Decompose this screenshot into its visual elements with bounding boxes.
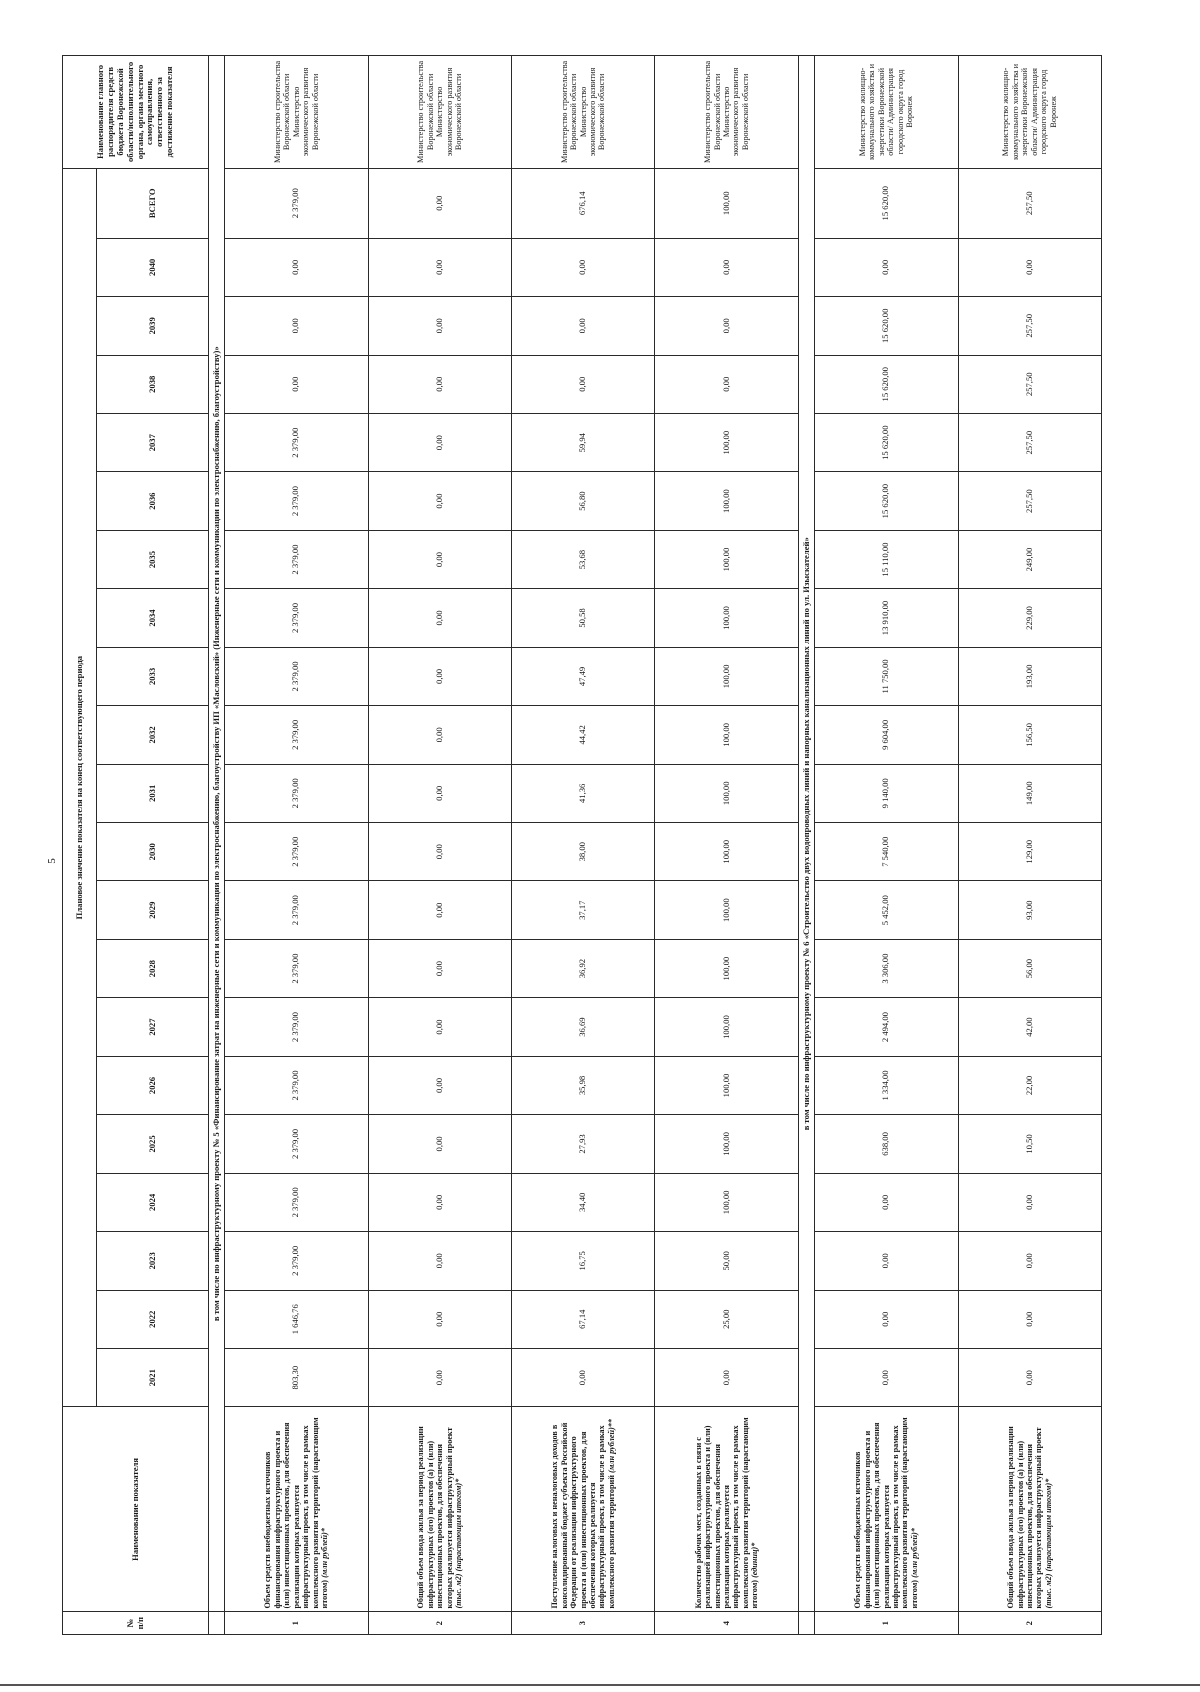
year-value-cell: 11 750,00 xyxy=(815,647,958,705)
year-value-cell: 22,00 xyxy=(958,1056,1102,1114)
year-value-cell: 0,00 xyxy=(958,1348,1102,1406)
indicator-name xyxy=(958,1407,1102,1612)
year-value-cell: 2 379,00 xyxy=(225,589,368,647)
number-column-header: № п/п xyxy=(63,1612,209,1635)
year-value-cell: 53,68 xyxy=(512,530,655,588)
indicator-name xyxy=(368,1407,511,1612)
year-value-cell: 42,00 xyxy=(958,998,1102,1056)
year-value-cell: 0,00 xyxy=(512,355,655,413)
year-column-header: 2028 xyxy=(97,939,209,997)
indicator-unit: (тыс. м2) (нарастающим итогом)* xyxy=(453,1478,463,1609)
year-value-cell: 50,00 xyxy=(655,1232,798,1290)
total-value-cell: 100,00 xyxy=(655,168,798,238)
year-column-header: 2036 xyxy=(97,472,209,530)
year-value-cell: 0,00 xyxy=(655,238,798,296)
year-value-cell: 36,92 xyxy=(512,939,655,997)
year-column-header: 2037 xyxy=(97,413,209,471)
year-value-cell: 0,00 xyxy=(225,238,368,296)
year-value-cell: 0,00 xyxy=(368,1173,511,1231)
year-value-cell: 0,00 xyxy=(512,238,655,296)
section-row xyxy=(798,56,814,1635)
year-value-cell: 0,00 xyxy=(368,355,511,413)
year-value-cell: 56,00 xyxy=(958,939,1102,997)
year-value-cell: 2 379,00 xyxy=(225,1115,368,1173)
row-number: 2 xyxy=(958,1612,1102,1635)
table-row xyxy=(512,56,655,1635)
year-value-cell: 100,00 xyxy=(655,764,798,822)
year-value-cell: 638,00 xyxy=(815,1115,958,1173)
year-column-header: 2022 xyxy=(97,1290,209,1348)
year-value-cell: 47,49 xyxy=(512,647,655,705)
year-column-header: 2031 xyxy=(97,764,209,822)
year-value-cell: 9 604,00 xyxy=(815,706,958,764)
indicator-name xyxy=(225,1407,368,1612)
year-value-cell: 100,00 xyxy=(655,1115,798,1173)
year-value-cell: 0,00 xyxy=(368,1348,511,1406)
year-value-cell: 193,00 xyxy=(958,647,1102,705)
year-value-cell: 59,94 xyxy=(512,413,655,471)
year-value-cell: 1 646,76 xyxy=(225,1290,368,1348)
year-value-cell: 25,00 xyxy=(655,1290,798,1348)
year-value-cell: 100,00 xyxy=(655,1173,798,1231)
total-column-header: ВСЕГО xyxy=(97,168,209,238)
year-column-header: 2035 xyxy=(97,530,209,588)
year-value-cell: 0,00 xyxy=(655,297,798,355)
year-value-cell: 2 379,00 xyxy=(225,764,368,822)
year-value-cell: 2 379,00 xyxy=(225,823,368,881)
year-value-cell: 15 620,00 xyxy=(815,472,958,530)
year-value-cell: 13 910,00 xyxy=(815,589,958,647)
responsible-body: Министерство жилищно-коммунального хозяйства и энергетики Воронежской области/ Администрация городского округа город Воронеж xyxy=(815,56,958,169)
year-value-cell: 0,00 xyxy=(368,823,511,881)
year-value-cell: 2 379,00 xyxy=(225,1232,368,1290)
indicator-unit: (единиц)* xyxy=(750,1542,760,1578)
year-value-cell: 2 379,00 xyxy=(225,1173,368,1231)
table-row xyxy=(958,56,1102,1635)
year-value-cell: 2 379,00 xyxy=(225,1056,368,1114)
total-value-cell: 2 379,00 xyxy=(225,168,368,238)
year-value-cell: 0,00 xyxy=(368,647,511,705)
year-value-cell: 0,00 xyxy=(655,1348,798,1406)
year-value-cell: 0,00 xyxy=(368,1232,511,1290)
total-value-cell: 676,14 xyxy=(512,168,655,238)
year-value-cell: 0,00 xyxy=(368,530,511,588)
section-title: в том числе по инфраструктурному проекту № 5 «Финансирование затрат на инженерные сети и коммуникации по электроснабжению, благоустройству ИП «Масловский» (Инженерные сети и коммуникации по электроснабжению, благоустройству)» xyxy=(209,56,225,1612)
year-value-cell: 100,00 xyxy=(655,647,798,705)
year-value-cell: 100,00 xyxy=(655,413,798,471)
indicator-text: Поступление налоговых и неналоговых доходов в консолидированный бюджет субъекта Российской Федерации от реализации инфраструктурного проекта и (или) инвестиционных проектов, для обеспечения которых реализуется инфраструктурный проект, в том числе в рамках комплексного развития территорий xyxy=(550,1422,616,1609)
indicator-text: Общий объем ввода жилья за период реализации инфраструктурных (ого) проектов (а) и (или) инвестиционных проектов, для обеспечения которых реализуется инфраструктурный проект xyxy=(1006,1426,1044,1609)
year-value-cell: 0,00 xyxy=(368,1115,511,1173)
years-header-row xyxy=(97,56,209,1635)
row-number: 1 xyxy=(815,1612,958,1635)
year-value-cell: 0,00 xyxy=(368,472,511,530)
total-value-cell: 257,50 xyxy=(958,168,1102,238)
year-value-cell: 34,40 xyxy=(512,1173,655,1231)
year-column-header: 2026 xyxy=(97,1056,209,1114)
year-value-cell: 257,50 xyxy=(958,472,1102,530)
indicator-unit: (тыс. м2) (нарастающим итогом)* xyxy=(1043,1478,1053,1609)
year-value-cell: 15 620,00 xyxy=(815,297,958,355)
responsible-column-header: Наименование главного распорядителя средств бюджета Воронежской области/исполнительного органа, органа местного самоуправления, ответственного за достижение показателя xyxy=(63,56,209,169)
indicator-name xyxy=(512,1407,655,1612)
year-column-header: 2038 xyxy=(97,355,209,413)
responsible-body: Министерство строительства Воронежской области Министерство экономического развития Воронежской области xyxy=(225,56,368,169)
year-value-cell: 15 620,00 xyxy=(815,413,958,471)
indicator-unit: (млн рублей)* xyxy=(909,1528,919,1578)
year-column-header: 2039 xyxy=(97,297,209,355)
year-value-cell: 0,00 xyxy=(815,238,958,296)
year-value-cell: 0,00 xyxy=(815,1232,958,1290)
year-column-header: 2021 xyxy=(97,1348,209,1406)
year-value-cell: 7 540,00 xyxy=(815,823,958,881)
year-value-cell: 0,00 xyxy=(368,589,511,647)
section-row xyxy=(209,56,225,1635)
year-value-cell: 38,00 xyxy=(512,823,655,881)
table-row xyxy=(368,56,511,1635)
year-value-cell: 0,00 xyxy=(368,297,511,355)
year-value-cell: 0,00 xyxy=(368,238,511,296)
year-value-cell: 16,75 xyxy=(512,1232,655,1290)
rotated-table-sheet xyxy=(62,55,1102,1635)
responsible-body: Министерство жилищно-коммунального хозяйства и энергетики Воронежской области/ Администрация городского округа город Воронеж xyxy=(958,56,1102,169)
year-value-cell: 2 379,00 xyxy=(225,413,368,471)
section-title: в том числе по инфраструктурному проекту № 6 «Строительство двух водопроводных линий и напорных канализационных линий по ул. Изыскателей» xyxy=(798,56,814,1612)
year-value-cell: 0,00 xyxy=(368,939,511,997)
year-value-cell: 156,50 xyxy=(958,706,1102,764)
table-row xyxy=(655,56,798,1635)
year-value-cell: 100,00 xyxy=(655,939,798,997)
year-value-cell: 27,93 xyxy=(512,1115,655,1173)
responsible-body: Министерство строительства Воронежской области Министерство экономического развития Воронежской области xyxy=(368,56,511,169)
table-body xyxy=(209,56,1102,1635)
year-column-header: 2027 xyxy=(97,998,209,1056)
year-value-cell: 803,30 xyxy=(225,1348,368,1406)
section-spacer-cell xyxy=(798,1612,814,1635)
year-value-cell: 9 140,00 xyxy=(815,764,958,822)
year-value-cell: 3 306,00 xyxy=(815,939,958,997)
year-value-cell: 0,00 xyxy=(958,1173,1102,1231)
year-value-cell: 44,42 xyxy=(512,706,655,764)
year-value-cell: 257,50 xyxy=(958,297,1102,355)
indicators-table xyxy=(62,55,1102,1635)
indicator-name xyxy=(815,1407,958,1612)
year-value-cell: 2 494,00 xyxy=(815,998,958,1056)
year-value-cell: 2 379,00 xyxy=(225,472,368,530)
year-value-cell: 0,00 xyxy=(958,1232,1102,1290)
responsible-body: Министерство строительства Воронежской области Министерство экономического развития Воронежской области xyxy=(655,56,798,169)
page-number: 5 xyxy=(45,858,58,864)
total-value-cell: 0,00 xyxy=(368,168,511,238)
year-value-cell: 1 334,00 xyxy=(815,1056,958,1114)
section-spacer-cell xyxy=(209,1612,225,1635)
year-value-cell: 50,58 xyxy=(512,589,655,647)
year-value-cell: 0,00 xyxy=(368,881,511,939)
year-column-header: 2030 xyxy=(97,823,209,881)
row-number: 3 xyxy=(512,1612,655,1635)
indicator-unit: (млн рублей)** xyxy=(606,1419,616,1473)
planned-values-group-header: Плановое значение показателя на конец соответствующего периода xyxy=(63,168,97,1407)
year-value-cell: 100,00 xyxy=(655,881,798,939)
year-column-header: 2029 xyxy=(97,881,209,939)
year-value-cell: 0,00 xyxy=(958,238,1102,296)
year-value-cell: 35,98 xyxy=(512,1056,655,1114)
year-value-cell: 100,00 xyxy=(655,706,798,764)
year-value-cell: 10,50 xyxy=(958,1115,1102,1173)
year-value-cell: 257,50 xyxy=(958,355,1102,413)
year-value-cell: 0,00 xyxy=(368,1290,511,1348)
year-value-cell: 93,00 xyxy=(958,881,1102,939)
year-column-header: 2040 xyxy=(97,238,209,296)
year-value-cell: 100,00 xyxy=(655,530,798,588)
year-value-cell: 100,00 xyxy=(655,823,798,881)
year-value-cell: 0,00 xyxy=(368,413,511,471)
indicator-text: Объем средств внебюджетных источников финансирования инфраструктурного проекта и (или) инвестиционных проектов, для обеспечения реализации которых реализуется инфраструктурный проект, в том числе в рамках комплексного развития территорий (нарастающим итогом) xyxy=(263,1417,329,1609)
year-value-cell: 5 452,00 xyxy=(815,881,958,939)
year-value-cell: 257,50 xyxy=(958,413,1102,471)
year-value-cell: 129,00 xyxy=(958,823,1102,881)
year-value-cell: 2 379,00 xyxy=(225,706,368,764)
year-value-cell: 0,00 xyxy=(368,764,511,822)
year-column-header: 2023 xyxy=(97,1232,209,1290)
year-value-cell: 0,00 xyxy=(368,1056,511,1114)
year-column-header: 2032 xyxy=(97,706,209,764)
year-value-cell: 149,00 xyxy=(958,764,1102,822)
year-value-cell: 100,00 xyxy=(655,1056,798,1114)
table-row xyxy=(815,56,958,1635)
year-value-cell: 0,00 xyxy=(368,706,511,764)
year-column-header: 2025 xyxy=(97,1115,209,1173)
year-value-cell: 2 379,00 xyxy=(225,939,368,997)
year-column-header: 2034 xyxy=(97,589,209,647)
indicator-name xyxy=(655,1407,798,1612)
row-number: 1 xyxy=(225,1612,368,1635)
year-value-cell: 2 379,00 xyxy=(225,530,368,588)
year-value-cell: 0,00 xyxy=(958,1290,1102,1348)
indicator-text: Объем средств внебюджетных источников финансирования инфраструктурного проекта и (или) инвестиционных проектов, для обеспечения реализации которых реализуется инфраструктурный проект, в том числе в рамках комплексного развития территорий (нарастающим итогом) xyxy=(853,1417,919,1609)
year-value-cell: 0,00 xyxy=(655,355,798,413)
year-value-cell: 2 379,00 xyxy=(225,647,368,705)
row-number: 2 xyxy=(368,1612,511,1635)
year-value-cell: 56,80 xyxy=(512,472,655,530)
year-value-cell: 0,00 xyxy=(225,355,368,413)
year-value-cell: 37,17 xyxy=(512,881,655,939)
year-value-cell: 0,00 xyxy=(225,297,368,355)
year-value-cell: 0,00 xyxy=(815,1173,958,1231)
year-value-cell: 0,00 xyxy=(815,1290,958,1348)
indicator-column-header: Наименование показателя xyxy=(63,1407,209,1612)
year-value-cell: 2 379,00 xyxy=(225,998,368,1056)
indicator-text: Количество рабочих мест, созданных в связи с реализацией инфраструктурного проекта и (или) инвестиционных проектов, для обеспечения реализации которых реализуется инфраструктурный проект, в том числе в рамках комплексного развития территорий (нарастающим итогом) xyxy=(693,1417,760,1609)
year-column-header: 2024 xyxy=(97,1173,209,1231)
year-value-cell: 100,00 xyxy=(655,998,798,1056)
year-value-cell: 0,00 xyxy=(512,297,655,355)
year-value-cell: 249,00 xyxy=(958,530,1102,588)
row-number: 4 xyxy=(655,1612,798,1635)
page-bottom-rule xyxy=(0,1684,1200,1686)
year-value-cell: 0,00 xyxy=(815,1348,958,1406)
table-row xyxy=(225,56,368,1635)
year-value-cell: 2 379,00 xyxy=(225,881,368,939)
indicator-text: Общий объем ввода жилья за период реализации инфраструктурных (ого) проектов (а) и (или) инвестиционных проектов, для обеспечения которых реализуется инфраструктурный проект xyxy=(416,1426,454,1609)
indicator-unit: (млн рублей)* xyxy=(319,1528,329,1578)
year-value-cell: 41,36 xyxy=(512,764,655,822)
responsible-body: Министерство строительства Воронежской области Министерство экономического развития Воронежской области xyxy=(512,56,655,169)
year-value-cell: 36,69 xyxy=(512,998,655,1056)
year-value-cell: 15 110,00 xyxy=(815,530,958,588)
year-value-cell: 229,00 xyxy=(958,589,1102,647)
year-value-cell: 67,14 xyxy=(512,1290,655,1348)
total-value-cell: 15 620,00 xyxy=(815,168,958,238)
year-value-cell: 100,00 xyxy=(655,472,798,530)
year-value-cell: 0,00 xyxy=(512,1348,655,1406)
year-column-header: 2033 xyxy=(97,647,209,705)
year-value-cell: 100,00 xyxy=(655,589,798,647)
year-value-cell: 15 620,00 xyxy=(815,355,958,413)
year-value-cell: 0,00 xyxy=(368,998,511,1056)
